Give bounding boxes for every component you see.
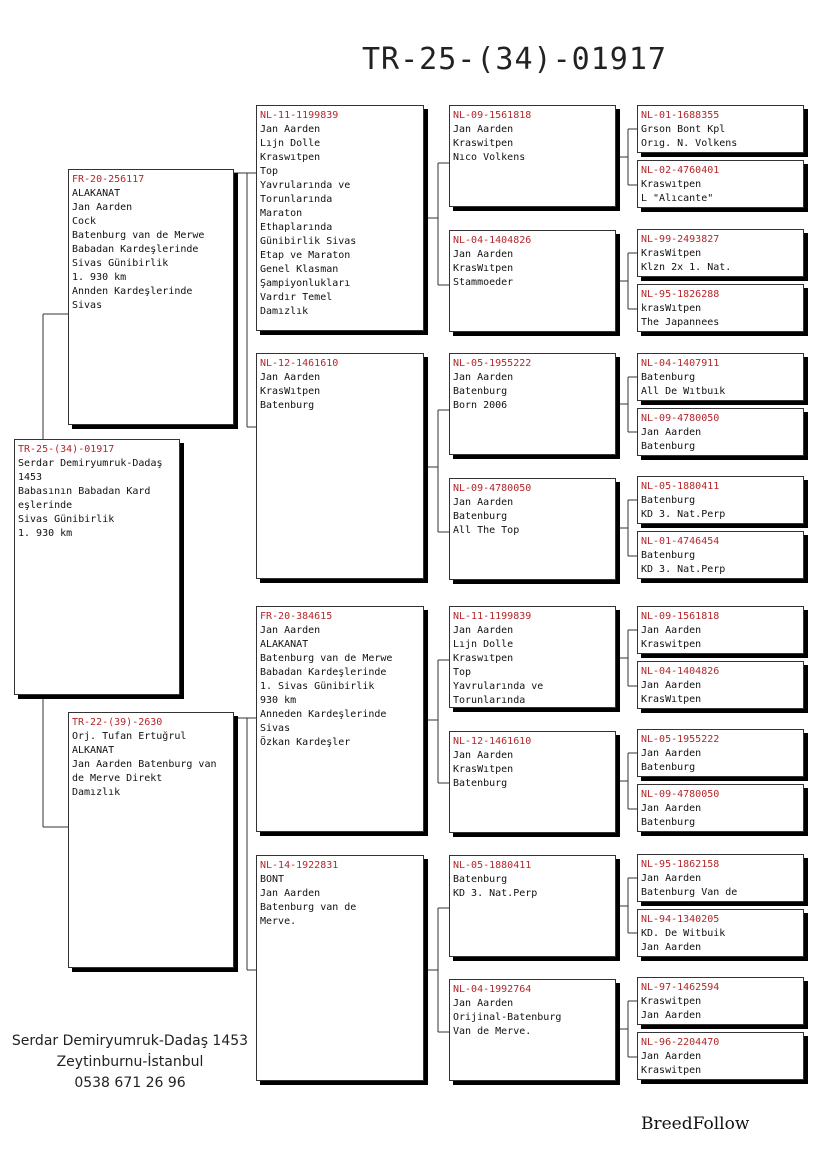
pigeon-info-line: Yavrularında ve [260,180,351,191]
pigeon-info-line: Orijinal-Batenburg [453,1012,562,1023]
pigeon-card-gen3 [449,731,616,833]
ring-number: NL-04-1992764 [453,984,532,995]
ring-number: NL-01-1688355 [641,110,720,121]
pigeon-info-line: Batenburg van de Merwe [72,230,205,241]
pigeon-info-line: Serdar Demiryumruk-Dadaş 1453 [18,458,169,483]
pigeon-info-line: Damızlık [260,306,309,317]
pigeon-info-line: KD 3. Nat.Perp [453,888,538,899]
pigeon-info-line: Jan Aarden [641,873,702,884]
pigeon-info-line: Jan Aarden [453,372,514,383]
pigeon-info-line: Jan Aarden [260,625,321,636]
ring-number: FR-20-384615 [260,611,333,622]
pigeon-card-dam-dam [256,855,424,1081]
ring-number: NL-09-1561818 [641,611,720,622]
pigeon-info-line: ALAKANAT [260,639,309,650]
pigeon-info-line: KD 3. Nat.Perp [641,509,726,520]
pigeon-info-line: Kraswitpen [453,138,514,149]
owner-name: Serdar Demiryumruk-Dadaş 1453 [11,1033,249,1049]
pigeon-info-line: Jan Aarden [641,680,702,691]
ring-number: NL-09-4780050 [641,789,720,800]
pigeon-card-gen4 [637,977,804,1025]
pigeon-info-line: KD. De Witbuik [641,928,726,939]
ring-number: NL-02-4760401 [641,165,720,176]
pigeon-card-gen3 [449,105,616,207]
pigeon-info-line: Cock [72,216,97,227]
ring-number: TR-25-(34)-01917 [18,444,115,455]
pigeon-card-gen4 [637,105,804,153]
pigeon-info-line: Top [260,166,279,177]
pigeon-info-line: The Japannees [641,317,720,328]
pigeon-info-line: Kraswitpen [641,639,702,650]
pigeon-info-line: Batenburg [641,817,696,828]
pigeon-info-line: Born 2006 [453,400,508,411]
pigeon-info-line: Orj. Tufan Ertuğrul [72,731,187,742]
pigeon-info-line: Jan Aarden [72,202,133,213]
pigeon-info-line: Batenburg [641,762,696,773]
pigeon-info-line: Kraswitpen [641,1065,702,1076]
pigeon-info-line: Jan Aarden [453,998,514,1009]
pigeon-info-line: KrasWıtpen [453,764,514,775]
pigeon-info-line: Jan Aarden [260,372,321,383]
owner-info [4,1031,256,1094]
pigeon-card-gen3 [449,979,616,1081]
pigeon-info-line: Şampiyonlukları [260,278,351,289]
brand-label: BreedFollow [641,1114,750,1134]
ring-number: NL-11-1199839 [260,110,339,121]
pigeon-card-gen3 [449,353,616,455]
pigeon-info-line: L "Alıcante" [641,193,714,204]
ring-number: NL-12-1461610 [260,358,339,369]
ring-number: NL-09-1561818 [453,110,532,121]
ring-number: NL-96-2204470 [641,1037,720,1048]
pigeon-info-line: ALKANAT [72,745,115,756]
pigeon-info-line: Orıg. N. Volkens [641,138,738,149]
pigeon-info-line: Batenburg van de [260,902,357,913]
ring-number: NL-95-1862158 [641,859,720,870]
pigeon-card-gen4 [637,909,804,957]
pigeon-card-dam-sire [256,606,424,832]
ring-number: NL-04-1404826 [641,666,720,677]
ring-number: NL-05-1880411 [641,481,720,492]
pigeon-info-line: krasWıtpen [641,303,702,314]
pigeon-card-gen4 [637,476,804,524]
pigeon-card-gen4 [637,606,804,654]
ring-number: NL-01-4746454 [641,536,720,547]
pigeon-card-gen3 [449,478,616,580]
pigeon-info-line: Batenburg [453,386,508,397]
pigeon-info-line: 1. 930 km [18,528,73,539]
pigeon-info-line: KrasWitpen [641,248,702,259]
pigeon-info-line: Batenburg [260,400,315,411]
pigeon-info-line: Etap ve Maraton [260,250,351,261]
pigeon-info-line: ALAKANAT [72,188,121,199]
pigeon-info-line: Lıjn Dolle [260,138,321,149]
owner-location: Zeytinburnu-İstanbul [56,1054,204,1070]
pigeon-info-line: Batenburg [453,874,508,885]
pigeon-info-line: Torunlarında [453,695,526,706]
pigeon-info-line: Klzn 2x 1. Nat. [641,262,732,273]
pigeon-card-gen4 [637,531,804,579]
pigeon-info-line: Sivas Günibirlik [18,514,115,525]
pigeon-info-line: Jan Aarden [260,888,321,899]
pigeon-info-line: Nıco Volkens [453,152,526,163]
pigeon-info-line: Maraton [260,208,303,219]
pigeon-info-line: Top [453,667,472,678]
pigeon-info-line: Babadan Kardeşlerinde [72,244,199,255]
pigeon-info-line: All The Top [453,525,520,536]
pigeon-card-sire-sire [256,105,424,331]
pigeon-card-gen4 [637,160,804,208]
ring-number: NL-05-1955222 [641,734,720,745]
pigeon-card-gen3 [449,855,616,957]
pigeon-info-line: Kraswıtpen [260,152,321,163]
pigeon-info-line: Kraswitpen [641,996,702,1007]
pigeon-info-line: Batenburg van de Merwe [260,653,393,664]
pigeon-info-line: Batenburg [453,778,508,789]
pigeon-card-gen4 [637,661,804,709]
pigeon-info-line: All De Wıtbuık [641,386,726,397]
pigeon-card-subject [14,439,180,695]
pigeon-info-line: Kraswıtpen [641,179,702,190]
ring-number: NL-14-1922831 [260,860,339,871]
pigeon-info-line: Jan Aarden [641,748,702,759]
pigeon-info-line: Jan Aarden [641,427,702,438]
pigeon-info-line: Jan Aarden [453,249,514,260]
pigeon-info-line: Yavrularında ve [453,681,544,692]
pigeon-card-dam [68,712,234,968]
pigeon-info-line: KrasWıtpen [260,386,321,397]
pigeon-info-line: 1. Sivas Günibirlik [260,681,375,692]
pigeon-card-sire-dam [256,353,424,579]
pigeon-info-line: Sivas [72,300,103,311]
ring-number: TR-22-(39)-2630 [72,717,163,728]
pigeon-info-line: Torunlarında [260,194,333,205]
pigeon-card-sire [68,169,234,425]
pigeon-info-line: Merve. [260,916,297,927]
ring-number: NL-97-1462594 [641,982,720,993]
pigeon-card-gen3 [449,606,616,708]
ring-number: NL-94-1340205 [641,914,720,925]
pigeon-info-line: KrasWıtpen [641,694,702,705]
pigeon-info-line: Ethaplarında [260,222,333,233]
pigeon-info-line: KD 3. Nat.Perp [641,564,726,575]
pigeon-info-line: Jan Aarden [453,750,514,761]
pigeon-info-line: Damızlık [72,787,121,798]
pigeon-info-line: Jan Aarden [641,803,702,814]
pigeon-card-gen4 [637,729,804,777]
pigeon-card-gen4 [637,353,804,401]
pigeon-card-gen4 [637,1032,804,1080]
pigeon-info-line: Jan Aarden [453,625,514,636]
pigeon-info-line: Van de Merve. [453,1026,532,1037]
pigeon-info-line: BONT [260,874,285,885]
pigeon-info-line: Jan Aarden [453,497,514,508]
owner-phone: 0538 671 26 96 [74,1075,186,1091]
ring-number: NL-99-2493827 [641,234,720,245]
pigeon-info-line: Kraswıtpen [453,653,514,664]
pigeon-info-line: Batenburg [641,372,696,383]
pigeon-info-line: Jan Aarden [641,625,702,636]
pigeon-info-line: Jan Aarden [641,942,702,953]
pigeon-info-line: Jan Aarden [260,124,321,135]
pigeon-info-line: Jan Aarden [641,1051,702,1062]
pigeon-info-line: 930 km [260,695,297,706]
pigeon-info-line: Jan Aarden Batenburg van de Merve Direkt [72,759,223,784]
pigeon-info-line: KrasWıtpen [453,263,514,274]
ring-number: FR-20-256117 [72,174,145,185]
pigeon-info-line: 1. 930 km [72,272,127,283]
pigeon-info-line: Jan Aarden [641,1010,702,1021]
pigeon-info-line: Lıjn Dolle [453,639,514,650]
pigeon-info-line: Grson Bont Kpl [641,124,726,135]
pigeon-info-line: Batenburg [453,511,508,522]
pigeon-info-line: Anneden Kardeşlerinde [260,709,387,720]
pigeon-info-line: Günibirlik Sivas [260,236,357,247]
ring-number: NL-12-1461610 [453,736,532,747]
ring-number: NL-11-1199839 [453,611,532,622]
pigeon-info-line: Batenburg Van de [641,887,738,898]
pigeon-info-line: Sivas [260,723,291,734]
pigeon-card-gen4 [637,854,804,902]
pigeon-info-line: Stammoeder [453,277,514,288]
pigeon-info-line: Özkan Kardeşler [260,737,351,748]
ring-number: NL-09-4780050 [641,413,720,424]
pigeon-card-gen4 [637,229,804,277]
ring-number: NL-09-4780050 [453,483,532,494]
page-title: TR-25-(34)-01917 [362,42,667,77]
ring-number: NL-04-1404826 [453,235,532,246]
ring-number: NL-95-1826288 [641,289,720,300]
pigeon-info-line: Annden Kardeşlerinde [72,286,193,297]
pigeon-info-line: Vardır Temel [260,292,333,303]
pigeon-info-line: Batenburg [641,441,696,452]
pigeon-info-line: Sivas Günibirlik [72,258,169,269]
pigeon-info-line: Genel Klasman [260,264,339,275]
pigeon-card-gen4 [637,284,804,332]
ring-number: NL-05-1880411 [453,860,532,871]
pigeon-card-gen3 [449,230,616,332]
pigeon-info-line: Babadan Kardeşlerinde [260,667,387,678]
pigeon-card-gen4 [637,784,804,832]
ring-number: NL-05-1955222 [453,358,532,369]
ring-number: NL-04-1407911 [641,358,720,369]
pigeon-card-gen4 [637,408,804,456]
pigeon-info-line: Batenburg [641,495,696,506]
pigeon-info-line: Babasının Babadan Kard eşlerinde [18,486,157,511]
pigeon-info-line: Jan Aarden [453,124,514,135]
pigeon-info-line: Batenburg [641,550,696,561]
